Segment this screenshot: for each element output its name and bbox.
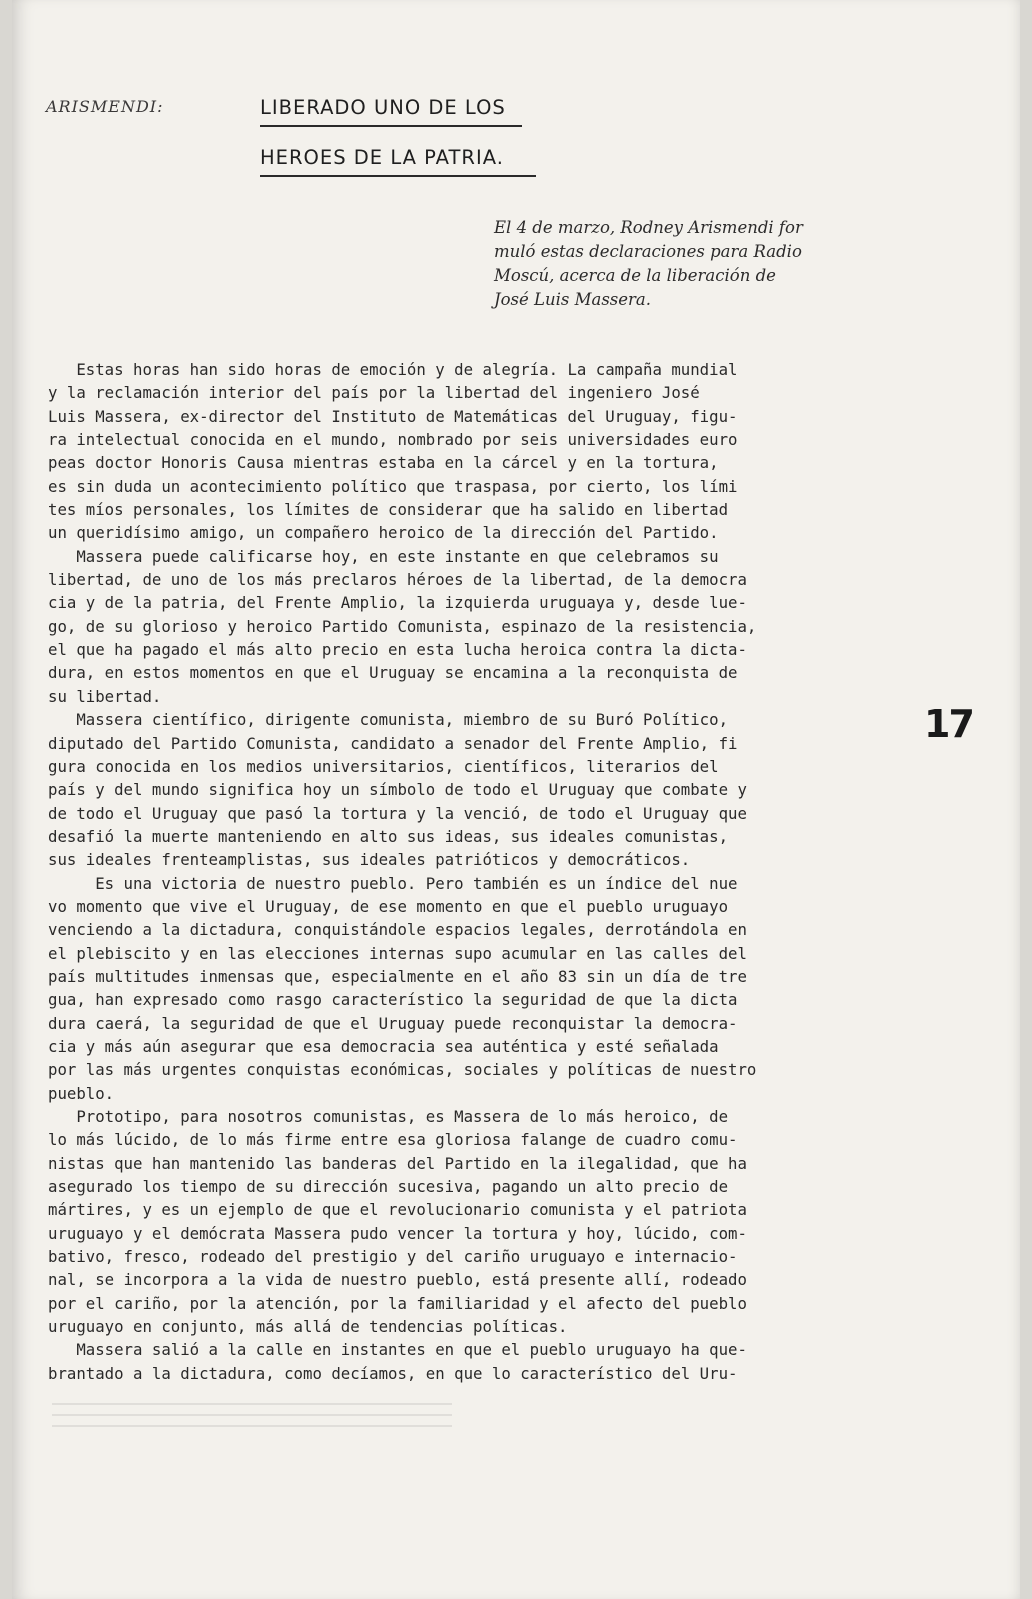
body-line: de todo el Uruguay que pasó la tortura y la venció, de todo el Uruguay que	[48, 803, 747, 823]
body-line: venciendo a la dictadura, conquistándole espacios legales, derrotándola en	[48, 920, 747, 940]
intro-line: José Luis Massera.	[494, 290, 651, 309]
body-line: tes míos personales, los límites de considerar que ha salido en libertad	[48, 500, 729, 520]
intro-line: muló estas declaraciones para Radio	[494, 242, 802, 261]
intro-line: El 4 de marzo, Rodney Arismendi for	[494, 218, 803, 237]
body-line: vo momento que vive el Uruguay, de ese momento en que el pueblo uruguayo	[48, 896, 729, 916]
body-line: país y del mundo significa hoy un símbolo de todo el Uruguay que combate y	[48, 780, 747, 800]
body-line: Prototipo, para nosotros comunistas, es Massera de lo más heroico, de	[48, 1107, 729, 1126]
body-line: ra intelectual conocida en el mundo, nombrado por seis universidades euro	[48, 430, 738, 450]
body-line: Massera científico, dirigente comunista, miembro de su Buró Político,	[48, 710, 729, 730]
body-line: nistas que han mantenido las banderas del Partido en la ilegalidad, que ha	[48, 1153, 747, 1173]
body-line: Estas horas han sido horas de emoción y de alegría. La campaña mundial	[48, 360, 738, 379]
body-line: pueblo.	[48, 1083, 115, 1103]
body-line: por el cariño, por la atención, por la familiaridad y el afecto del pueblo	[48, 1293, 747, 1313]
intro-line: Moscú, acerca de la liberación de	[494, 266, 776, 285]
page-number: 17	[924, 702, 973, 746]
body-line: bativo, fresco, rodeado del prestigio y del cariño uruguayo e internacio-	[48, 1247, 738, 1267]
body-line: go, de su glorioso y heroico Partido Comunista, espinazo de la resistencia,	[48, 616, 757, 636]
body-line: mártires, y es un ejemplo de que el revolucionario comunista y el patriota	[48, 1200, 747, 1220]
body-line: Es una victoria de nuestro pueblo. Pero también es un índice del nue	[48, 873, 738, 893]
body-line: por las más urgentes conquistas económicas, sociales y políticas de nuestro	[48, 1060, 757, 1080]
body-line: el plebiscito y en las elecciones internas supo acumular en las calles del	[48, 943, 747, 963]
body-line: nal, se incorpora a la vida de nuestro pueblo, está presente allí, rodeado	[48, 1270, 747, 1290]
body-line: gua, han expresado como rasgo característico la seguridad de que la dicta	[48, 990, 738, 1010]
bleed-through-marks	[52, 1395, 452, 1427]
body-line: sus ideales frenteamplistas, sus ideales patrióticos y democráticos.	[48, 850, 691, 870]
body-line: Massera salió a la calle en instantes en que el pueblo uruguayo ha que-	[48, 1340, 747, 1360]
body-line: cia y más aún asegurar que esa democracia sea auténtica y esté señalada	[48, 1036, 719, 1056]
body-line: Luis Massera, ex-director del Instituto de Matemáticas del Uruguay, figu-	[48, 406, 738, 426]
body-line: lo más lúcido, de lo más firme entre esa gloriosa falange de cuadro comu-	[48, 1130, 738, 1150]
body-line: un queridísimo amigo, un compañero heroico de la dirección del Partido.	[48, 523, 719, 543]
body-line: es sin duda un acontecimiento político que traspasa, por cierto, los lími	[48, 476, 738, 496]
body-line: Massera puede calificarse hoy, en este instante en que celebramos su	[48, 546, 719, 566]
body-line: cia y de la patria, del Frente Amplio, la izquierda uruguaya y, desde lue-	[48, 593, 747, 613]
body-line: asegurado los tiempo de su dirección sucesiva, pagando un alto precio de	[48, 1177, 729, 1197]
body-line: desafió la muerte manteniendo en alto sus ideas, sus ideales comunistas,	[48, 826, 729, 846]
intro-paragraph	[494, 216, 934, 312]
body-line: peas doctor Honoris Causa mientras estaba en la cárcel y en la tortura,	[48, 453, 719, 473]
body-line: uruguayo en conjunto, más allá de tendencias políticas.	[48, 1317, 568, 1337]
body-line: dura caerá, la seguridad de que el Uruguay puede reconquistar la democra-	[48, 1013, 738, 1033]
body-line: dura, en estos momentos en que el Uruguay se encamina a la reconquista de	[48, 663, 738, 683]
document-page	[12, 0, 1020, 1599]
body-line: y la reclamación interior del país por la libertad del ingeniero José	[48, 383, 700, 403]
author-label: ARISMENDI:	[46, 97, 164, 116]
body-line: brantado a la dictadura, como decíamos, en que lo característico del Uru-	[48, 1363, 738, 1383]
body-line: el que ha pagado el más alto precio en esta lucha heroica contra la dicta-	[48, 640, 747, 660]
body-line: libertad, de uno de los más preclaros héroes de la libertad, de la democra	[48, 570, 747, 590]
body-line: gura conocida en los medios universitarios, científicos, literarios del	[48, 756, 719, 776]
body-line: su libertad.	[48, 686, 162, 706]
article-title-line-1: LIBERADO UNO DE LOS	[260, 96, 522, 127]
body-line: uruguayo y el demócrata Massera pudo vencer la tortura y hoy, lúcido, com-	[48, 1223, 747, 1243]
body-line: país multitudes inmensas que, especialmente en el año 83 sin un día de tre	[48, 966, 747, 986]
article-body	[48, 358, 928, 1385]
body-line: diputado del Partido Comunista, candidato a senador del Frente Amplio, fi	[48, 733, 738, 753]
article-title-line-2: HEROES DE LA PATRIA.	[260, 146, 536, 177]
